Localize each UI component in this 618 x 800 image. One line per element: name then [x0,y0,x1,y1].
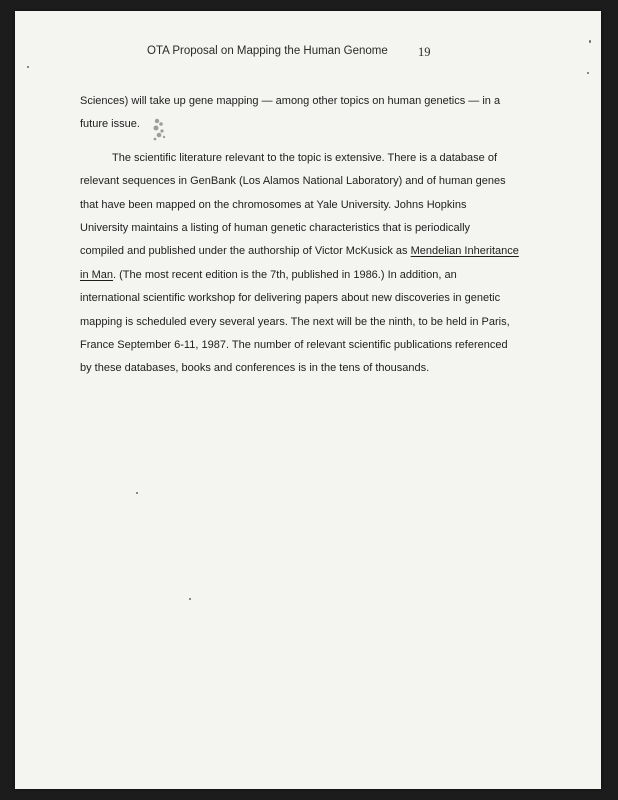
paper-speck [189,598,191,600]
header-title: OTA Proposal on Mapping the Human Genome [147,45,388,57]
book-title-underlined-cont: in Man [80,268,114,281]
line-text: compiled and published under the authorship of Victor McKusick as [80,245,411,258]
paragraph2-line: by these databases, books and conferences is in the tens of thousands. [80,362,430,375]
page-number: 19 [418,45,431,59]
paper-speck [587,72,589,74]
paper-speck [136,492,138,494]
paragraph2-line: that have been mapped on the chromosomes at Yale University. Johns Hopkins [80,198,467,211]
paragraph2-line: mapping is scheduled every several years. The next will be the ninth, to be held in Paris, [80,315,510,328]
paragraph2-line: France September 6-11, 1987. The number of relevant scientific publications referenced [80,338,508,351]
paragraph2-line: relevant sequences in GenBank (Los Alamos National Laboratory) and of human genes [80,175,506,188]
paragraph1-line: future issue. [80,118,140,131]
paragraph2-line [80,240,550,263]
document-page [15,11,601,789]
paragraph2-line: international scientific workshop for delivering papers about new discoveries in genetic [80,292,501,305]
paragraph2-line: The scientific literature relevant to the topic is extensive. There is a database of [112,151,497,164]
paper-speck [27,66,29,68]
ink-smudge [149,115,171,145]
paper-speck [589,40,591,43]
paragraph1-line: Sciences) will take up gene mapping — among other topics on human genetics — in a [80,95,501,107]
line-text: . (The most recent edition is the 7th, published in 1986.) In addition, an [113,268,457,281]
book-title-underlined: Mendelian Inheritance [410,245,519,258]
paragraph2-line: University maintains a listing of human genetic characteristics that is periodically [80,221,471,234]
paragraph2-line [80,264,550,287]
